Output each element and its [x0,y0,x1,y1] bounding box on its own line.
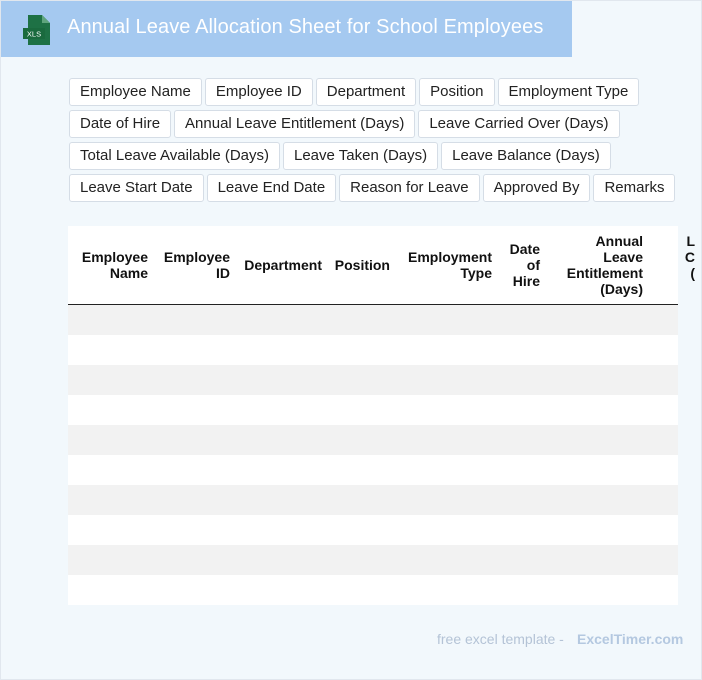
field-tag[interactable]: Remarks [593,174,675,202]
file-icon-label: XLS [26,29,42,39]
table-row[interactable] [68,575,678,605]
column-header-line: Department [244,257,322,273]
field-tag[interactable]: Leave End Date [207,174,337,202]
tag-row [69,142,669,170]
field-tag[interactable]: Annual Leave Entitlement (Days) [174,110,415,138]
column-header-line: Employment [407,249,492,265]
tag-row [69,110,669,138]
column-header[interactable] [164,249,230,281]
footer-brand-link[interactable]: ExcelTimer.com [577,631,684,647]
table-row[interactable] [68,425,678,455]
column-header[interactable] [567,233,643,297]
tag-row [69,174,669,202]
field-tag[interactable]: Leave Start Date [69,174,204,202]
column-header-line: Date [509,241,540,257]
column-header[interactable] [685,233,695,281]
table-row[interactable] [68,335,678,365]
column-header-line: ID [216,265,230,281]
field-tag[interactable]: Position [419,78,494,106]
field-tag[interactable]: Total Leave Available (Days) [69,142,280,170]
column-header[interactable] [510,241,540,289]
column-header-line: Employee [163,249,230,265]
column-header-line: Position [334,257,390,273]
column-header-line: Annual [595,233,643,249]
field-tag[interactable]: Reason for Leave [339,174,479,202]
field-tag[interactable]: Leave Taken (Days) [283,142,438,170]
table-row[interactable] [68,305,678,335]
data-table [68,226,695,605]
field-tag[interactable]: Employee Name [69,78,202,106]
table-row[interactable] [68,365,678,395]
column-header-line: Leave [603,249,643,265]
page-title: Annual Leave Allocation Sheet for School Employees [67,16,544,38]
field-tag[interactable]: Approved By [483,174,591,202]
column-header-line: Employee [81,249,148,265]
column-header-line: Entitlement [566,265,643,281]
field-tag[interactable]: Department [316,78,416,106]
field-tag[interactable]: Date of Hire [69,110,171,138]
column-header-line: ( [690,265,695,281]
column-header-line: L [686,233,695,249]
field-tag[interactable]: Employment Type [498,78,640,106]
header-banner [1,1,572,57]
field-tag[interactable]: Leave Carried Over (Days) [418,110,619,138]
table-row[interactable] [68,545,678,575]
table-row[interactable] [68,455,678,485]
column-header-line: Hire [512,273,540,289]
column-header-line: C [684,249,695,265]
table-body [68,305,678,605]
field-tags [69,78,669,206]
excel-file-icon [22,14,52,46]
column-header[interactable] [82,249,148,281]
column-header-line: of [526,257,540,273]
column-header[interactable] [408,249,492,281]
table-row[interactable] [68,515,678,545]
column-header-line: Type [460,265,492,281]
tag-row [69,78,669,106]
column-header-line: Name [109,265,148,281]
footer-text: free excel template - [437,631,564,647]
field-tag[interactable]: Leave Balance (Days) [441,142,611,170]
column-header[interactable] [335,257,390,273]
column-header-line: (Days) [600,281,643,297]
table-header [68,226,695,305]
table-row[interactable] [68,485,678,515]
field-tag[interactable]: Employee ID [205,78,313,106]
column-header[interactable] [244,257,322,273]
table-row[interactable] [68,395,678,425]
